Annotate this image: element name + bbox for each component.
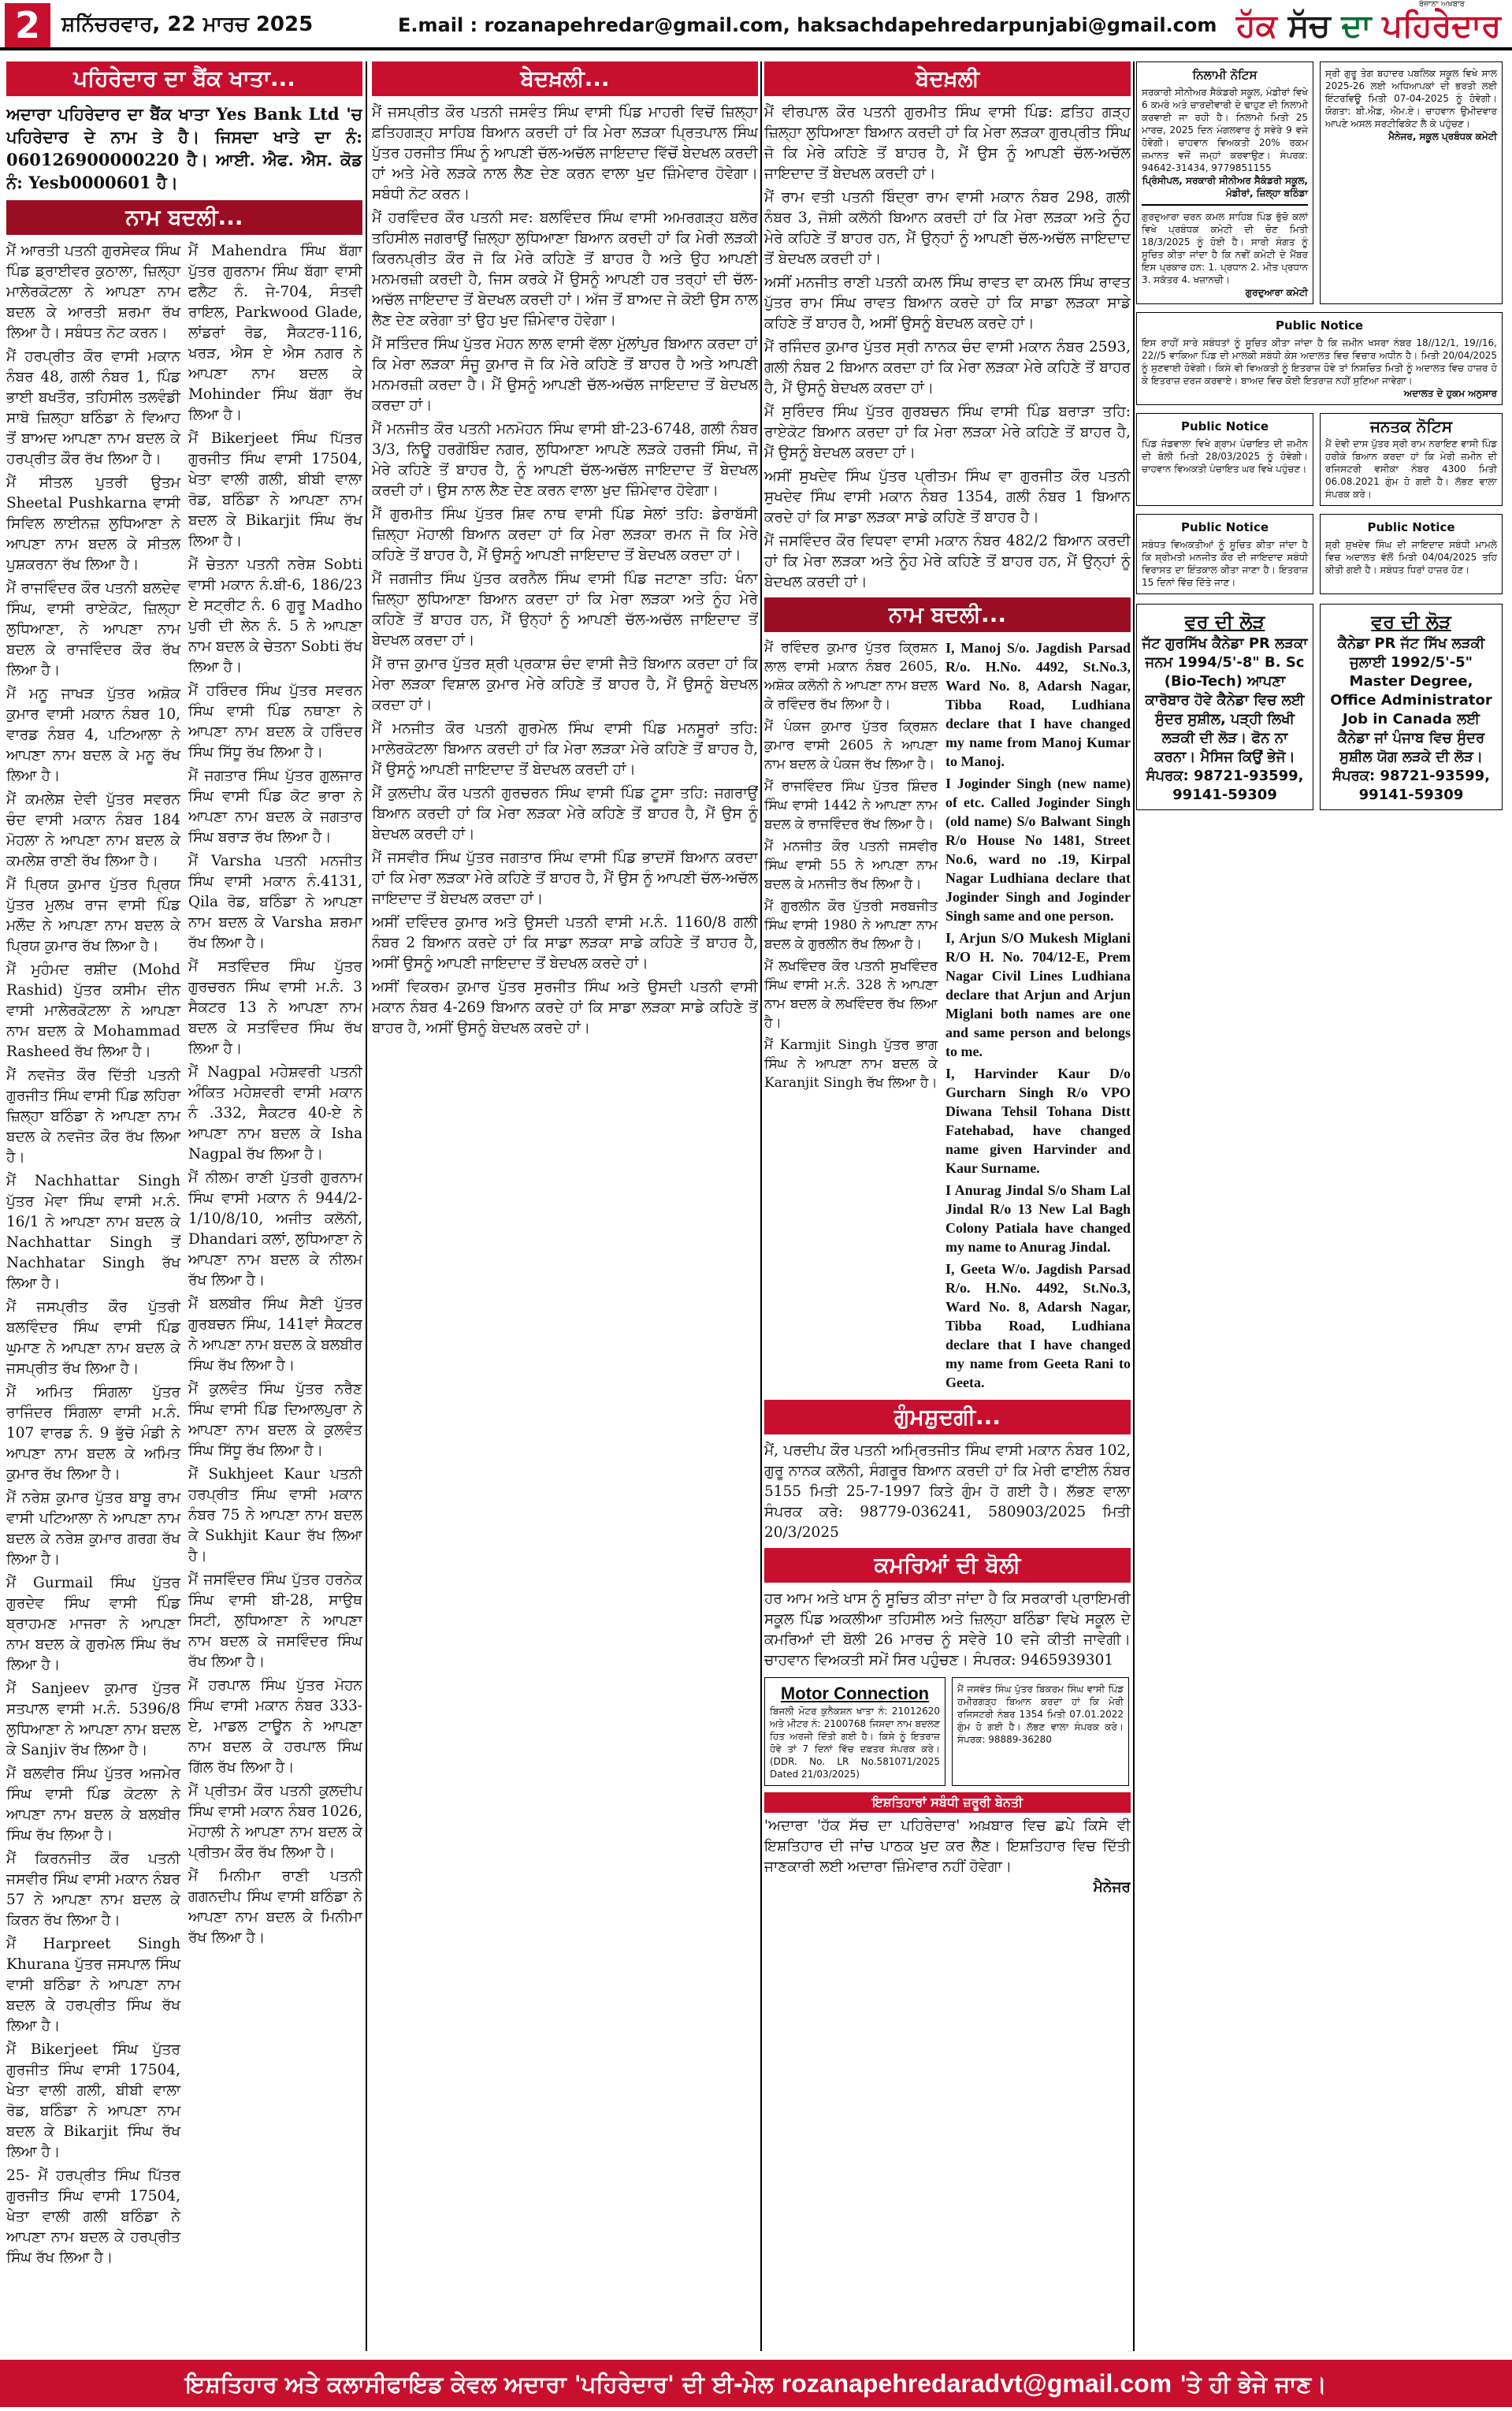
name-change-item: ਮੈਂ ਕਿਰਨਜੀਤ ਕੌਰ ਪਤਨੀ ਜਸਵੀਰ ਸਿੰਘ ਵਾਸੀ ਮਕਾਨ ਨੰਬਰ 57 ਨੇ ਆਪਣਾ ਨਾਮ ਬਦਲ ਕੇ ਕਿਰਨ ਰੱਖ ਲਿਆ ਹੈ। (6, 1851, 180, 1929)
missing-header: ਗੁੰਮਸ਼ੁਦਗੀ... (764, 1400, 1131, 1434)
public-notice-box (1136, 312, 1503, 405)
disownment-item: ਅਸੀਂ ਵਿਕਰਮ ਕੁਮਾਰ ਪੁੱਤਰ ਸੁਰਜੀਤ ਸਿੰਘ ਅਤੇ ਉਸਦੀ ਪਤਨੀ ਵਾਸੀ ਮਕਾਨ ਨੰਬਰ 4-269 ਬਿਆਨ ਕਰਦੇ ਹਾਂ ਕਿ ਸਾਡਾ ਲੜਕਾ ਸਾਡੇ ਕਹਿਣੇ ਤੋਂ ਬਾਹਰ ਹੈ, ਅਸੀਂ ਉਸਨੂੰ ਬੇਦਖਲ ਕਰਦੇ ਹਾਂ। (372, 979, 758, 1036)
auction-notice-title: ਨਿਲਾਮੀ ਨੋਟਿਸ (1192, 68, 1258, 82)
bank-account-text: ਅਦਾਰਾ ਪਹਿਰੇਦਾਰ ਦਾ ਬੈਂਕ ਖਾਤਾ Yes Bank Ltd 'ਚ ਪਹਿਰੇਦਾਰ ਦੇ ਨਾਮ ਤੇ ਹੈ। ਜਿਸਦਾ ਖਾਤੇ ਦਾ ਨੰ: 060126900000220 ਹੈ। ਆਈ. ਐਫ. ਐਸ. ਕੋਡ ਨੰ: Yesb0000601 ਹੈ। (6, 104, 362, 192)
name-change-item: ਮੈਂ Nagpal ਮਹੇਸ਼ਵਰੀ ਪਤਨੀ ਅੰਕਿਤ ਮਹੇਸ਼ਵਰੀ ਵਾਸੀ ਮਕਾਨ ਨੰ .332, ਸੈਕਟਰ 40-ਏ ਨੇ ਆਪਣਾ ਨਾਮ ਬਦਲ ਕੇ Isha Nagpal ਰੱਖ ਲਿਆ ਹੈ। (188, 1064, 362, 1163)
name-change-item: ਮੈਂ ਜਸਵਿੰਦਰ ਸਿੰਘ ਪੁੱਤਰ ਹਰਨੇਕ ਸਿੰਘ ਵਾਸੀ ਬੀ-28, ਸਾਉਥ ਸਿਟੀ, ਲੁਧਿਆਣਾ ਨੇ ਆਪਣਾ ਨਾਮ ਬਦਲ ਕੇ ਜਸਵਿੰਦਰ ਸਿੰਘ ਰੱਖ ਲਿਆ ਹੈ। (188, 1572, 362, 1670)
public-notice-3-title: Public Notice (1180, 520, 1269, 534)
gurdwara-notice-sign: ਗੁਰਦੁਆਰਾ ਕਮੇਟੀ (1245, 287, 1308, 298)
recruitment-notice-sign: ਮੈਨੇਜਰ, ਸਕੂਲ ਪ੍ਰਬੰਧਕ ਕਮੇਟੀ (1388, 131, 1497, 142)
name-change-item: ਮੈਂ ਮਨੂ ਜਾਖੜ ਪੁੱਤਰ ਅਸ਼ੋਕ ਕੁਮਾਰ ਵਾਸੀ ਮਕਾਨ ਨੰਬਰ 10, ਵਾਰਡ ਨੰਬਰ 4, ਪਟਿਆਲਾ ਨੇ ਆਪਣਾ ਨਾਮ ਬਦਲ ਕੇ ਮਨੂ ਰੱਖ ਲਿਆ ਹੈ। (6, 686, 180, 784)
name-change-list-english (945, 638, 1131, 1395)
column-4 (1136, 61, 1503, 2351)
name-change-item: ਮੈਂ ਆਰਤੀ ਪਤਨੀ ਗੁਰਸੇਵਕ ਸਿੰਘ ਪਿੰਡ ਡ੍ਰਾਈਵਰ ਕੁਠਾਲਾ, ਜ਼ਿਲ੍ਹਾ ਮਾਲੇਰਕੋਟਲਾ ਨੇ ਆਪਣਾ ਨਾਮ ਬਦਲ ਕੇ ਆਰਤੀ ਸ਼ਰਮਾ ਰੱਖ ਲਿਆ ਹੈ। ਸਬੰਧਤ ਨੋਟ ਕਰਨ। (6, 243, 180, 341)
footer-banner (0, 2360, 1512, 2407)
matrimonial-right-phone: ਸੰਪਰਕ: 98721-93599, 99141-59309 (1332, 768, 1491, 803)
column-divider (366, 61, 367, 2351)
missing-notice: ਮੈਂ, ਪਰਦੀਪ ਕੌਰ ਪਤਨੀ ਅਮ੍ਰਿਤਜੀਤ ਸਿੰਘ ਵਾਸੀ ਮਕਾਨ ਨੰਬਰ 102, ਗੁਰੂ ਨਾਨਕ ਕਲੋਨੀ, ਸੰਗਰੂਰ ਬਿਆਨ ਕਰਦੀ ਹਾਂ ਕਿ ਮੇਰੀ ਫਾਈਲ ਨੰਬਰ 5155 ਮਿਤੀ 25-7-1997 ਕਿਤੇ ਗੁੰਮ ਹੋ ਗਈ ਹੈ। ਲੱਭਣ ਵਾਲਾ ਸੰਪਰਕ ਕਰੇ: 98779-036241, 580903/2025 ਮਿਤੀ 20/3/2025 (764, 1442, 1131, 1541)
name-change-item: ਮੈਂ Mahendra ਸਿੰਘ ਬੱਗਾ ਪੁੱਤਰ ਗੁਰਨਾਮ ਸਿੰਘ ਬੱਗਾ ਵਾਸੀ ਫਲੈਟ ਨੰ. ਜੇ-704, ਸੰਤਵੀ ਰਾਇਲ, Parkwood Glade, ਲਾਂਡਰਾਂ ਰੋਡ, ਸੈਕਟਰ-116, ਖਰੜ, ਐਸ ਏ ਐਸ ਨਗਰ ਨੇ ਆਪਣਾ ਨਾਮ ਬਦਲ ਕੇ Mohinder ਸਿੰਘ ਬੱਗਾ ਰੱਖ ਲਿਆ ਹੈ। (188, 243, 362, 423)
jantak-notice-title: ਜਨਤਕ ਨੋਟਿਸ (1369, 417, 1453, 436)
public-notice-2-title: Public Notice (1180, 419, 1269, 433)
motor-connection-text: ਬਿਜਲੀ ਮੋਟਰ ਕੁਨੈਕਸ਼ਨ ਖਾਤਾ ਨੰ: 21012620 ਅਤੇ ਮੀਟਰ ਨੰ: 2100768 ਜਿਸਦਾ ਨਾਮ ਬਦਲਣ ਹਿਤ ਅਰਜੀ ਦਿੱਤੀ ਗਈ ਹੈ। ਕਿਸੇ ਨੂੰ ਇਤਰਾਜ਼ ਹੋਵੇ ਤਾਂ 7 ਦਿਨਾਂ ਵਿੱਚ ਦਫ਼ਤਰ ਸੰਪਰਕ ਕਰੇ। (DDR. No. LR No.581071/2025 Dated 21/03/2025) (770, 1706, 940, 1780)
ad-disclaimer-signoff: ਮੈਨੇਜਰ (1093, 1879, 1131, 1896)
column-divider (760, 61, 762, 2351)
name-change-item-english: I, Arjun S/O Mukesh Miglani R/O H. No. 704/12-E, Prem Nagar Civil Lines Ludhiana declare that Arjun and Arjun Miglani both names are one and same person and belongs to me. (945, 930, 1131, 1059)
name-change-item: ਮੈਂ ਮਨਜੀਤ ਕੌਰ ਪਤਨੀ ਜਸਵੀਰ ਸਿੰਘ ਵਾਸੀ 55 ਨੇ ਆਪਣਾ ਨਾਮ ਬਦਲ ਕੇ ਮਨਜੀਤ ਰੱਖ ਲਿਆ ਹੈ। (764, 839, 938, 892)
disownment-list-2 (764, 102, 1131, 593)
name-change-item: ਮੈਂ ਬਲਵੀਰ ਸਿੰਘ ਪੁੱਤਰ ਅਜਮੇਰ ਸਿੰਘ ਵਾਸੀ ਪਿੰਡ ਕੋਟਲਾ ਨੇ ਆਪਣਾ ਨਾਮ ਬਦਲ ਕੇ ਬਲਬੀਰ ਸਿੰਘ ਰੱਖ ਲਿਆ ਹੈ। (6, 1765, 180, 1844)
name-change-item: ਮੈਂ Karmjit Singh ਪੁੱਤਰ ਭਾਗ ਸਿੰਘ ਨੇ ਆਪਣਾ ਨਾਮ ਬਦਲ ਕੇ Karanjit Singh ਰੱਖ ਲਿਆ ਹੈ। (764, 1037, 938, 1091)
disownment-item: ਅਸੀਂ ਦਵਿੰਦਰ ਕੁਮਾਰ ਅਤੇ ਉਸਦੀ ਪਤਨੀ ਵਾਸੀ ਮ.ਨੰ. 1160/8 ਗਲੀ ਨੰਬਰ 2 ਬਿਆਨ ਕਰਦੇ ਹਾਂ ਕਿ ਸਾਡਾ ਲੜਕਾ ਸਾਡੇ ਕਹਿਣੇ ਤੋਂ ਬਾਹਰ ਹੈ, ਅਸੀਂ ਉਸਨੂੰ ਆਪਣੀ ਜਾਇਦਾਦ ਤੋਂ ਬੇਦਖਲ ਕਰਦੇ ਹਾਂ। (372, 914, 758, 972)
auction-notice-sign: ਪ੍ਰਿੰਸੀਪਲ, ਸਰਕਾਰੀ ਸੀਨੀਅਰ ਸੈਕੰਡਰੀ ਸਕੂਲ, ਮੰਡੀਰਾਂ, ਜ਼ਿਲ੍ਹਾ ਬਠਿੰਡਾ (1142, 175, 1308, 199)
name-change-item: ਮੈਂ Bikerjeet ਸਿੰਘ ਪੁੱਤਰ ਗੁਰਜੀਤ ਸਿੰਘ ਵਾਸੀ 17504, ਖੇਤਾ ਵਾਲੀ ਗਲੀ, ਬੀਬੀ ਵਾਲਾ ਰੋਡ, ਬਠਿੰਡਾ ਨੇ ਆਪਣਾ ਨਾਮ ਬਦਲ ਕੇ Bikarjit ਸਿੰਘ ਰੱਖ ਲਿਆ ਹੈ। (6, 2041, 180, 2160)
name-change-item: ਮੈਂ ਅਮਿਤ ਸਿੰਗਲਾ ਪੁੱਤਰ ਰਾਜਿੰਦਰ ਸਿੰਗਲਾ ਵਾਸੀ ਮ.ਨੰ. 107 ਵਾਰਡ ਨੰ. 9 ਭੁੱਚੋ ਮੰਡੀ ਨੇ ਆਪਣਾ ਨਾਮ ਬਦਲ ਕੇ ਅਮਿਤ ਕੁਮਾਰ ਰੱਖ ਲਿਆ ਹੈ। (6, 1384, 180, 1483)
disownment-item: ਮੈਂ ਗੁਰਮੀਤ ਸਿੰਘ ਪੁੱਤਰ ਸ਼ਿਵ ਨਾਥ ਵਾਸੀ ਪਿੰਡ ਸੇਲਾਂ ਤਹਿ: ਡੇਰਾਬੱਸੀ ਜ਼ਿਲ੍ਹਾ ਮੋਹਾਲੀ ਬਿਆਨ ਕਰਦਾ ਹਾਂ ਕਿ ਮੇਰਾ ਲੜਕਾ ਰਮਨ ਜੋ ਕਿ ਮੇਰੇ ਕਹਿਣੇ ਤੋਂ ਬਾਹਰ ਹੈ, ਮੈਂ ਉਸਨੂੰ ਆਪਣੀ ਜਾਇਦਾਦ ਤੋਂ ਬੇਦਖਲ ਕਰਦਾ ਹਾਂ। (372, 506, 758, 564)
public-notice-2-box (1136, 413, 1313, 506)
name-change-item: ਮੈਂ ਚੇਤਨਾ ਪਤਨੀ ਨਰੇਸ਼ Sobti ਵਾਸੀ ਮਕਾਨ ਨੰ.ਬੀ-6, 186/23 ਏ ਸਟ੍ਰੀਟ ਨੰ. 6 ਗੁਰੂ Madho ਪੁਰੀ ਦੀ ਲੇਨ ਨੰ. 5 ਨੇ ਆਪਣਾ ਨਾਮ ਬਦਲ ਕੇ ਚੇਤਨਾ Sobti ਰੱਖ ਲਿਆ ਹੈ। (188, 556, 362, 675)
name-change-item: ਮੈਂ Varsha ਪਤਨੀ ਮਨਜੀਤ ਸਿੰਘ ਵਾਸੀ ਮਕਾਨ ਨੰ.4131, Qila ਰੋਡ, ਬਠਿੰਡਾ ਨੇ ਆਪਣਾ ਨਾਮ ਬਦਲ ਕੇ Varsha ਸ਼ਰਮਾ ਰੱਖ ਲਿਆ ਹੈ। (188, 853, 362, 951)
name-change-list-left (6, 241, 180, 2271)
name-change-item-english: I, Manoj S/o. Jagdish Parsad R/o. H.No. 4492, St.No.3, Ward No. 8, Adarsh Nagar, Tibba Road, Ludhiana declare that I have changed my name from Manoj Kumar to Manoj. (945, 640, 1131, 769)
name-change-item: ਮੈਂ ਜਸਪ੍ਰੀਤ ਕੌਰ ਪੁੱਤਰੀ ਬਲਵਿੰਦਰ ਸਿੰਘ ਵਾਸੀ ਪਿੰਡ ਘੁਮਾਣ ਨੇ ਆਪਣਾ ਨਾਮ ਬਦਲ ਕੇ ਜਸਪ੍ਰੀਤ ਰੱਖ ਲਿਆ ਹੈ। (6, 1299, 180, 1377)
name-change-item: ਮੈਂ Harpreet Singh Khurana ਪੁੱਤਰ ਜਸਪਾਲ ਸਿੰਘ ਵਾਸੀ ਬਠਿੰਡਾ ਨੇ ਆਪਣਾ ਨਾਮ ਬਦਲ ਕੇ ਹਰਪ੍ਰੀਤ ਸਿੰਘ ਰੱਖ ਲਿਆ ਹੈ। (6, 1936, 180, 2034)
name-change-header: ਨਾਮ ਬਦਲੀ... (6, 200, 362, 235)
column-3 (764, 61, 1131, 2351)
public-notice-text: ਇਸ ਰਾਹੀਂ ਸਾਰੇ ਸਬੰਧਤਾਂ ਨੂੰ ਸੂਚਿਤ ਕੀਤਾ ਜਾਂਦਾ ਹੈ ਕਿ ਜ਼ਮੀਨ ਖਸਰਾ ਨੰਬਰ 18//12/1, 19//16, 22//5 ਵਾਕਿਆ ਪਿੰਡ ਦੀ ਮਾਲਕੀ ਸਬੰਧੀ ਕੇਸ ਅਦਾਲਤ ਵਿਚ ਵਿਚਾਰ ਅਧੀਨ ਹੈ। ਮਿਤੀ 20/04/2025 ਨੂੰ ਸੁਣਵਾਈ ਹੋਵੇਗੀ। ਕਿਸੇ ਵੀ ਵਿਅਕਤੀ ਨੂੰ ਇਤਰਾਜ਼ ਹੋਵੇ ਤਾਂ ਨਿਸ਼ਚਿਤ ਮਿਤੀ ਨੂੰ ਅਦਾਲਤ ਵਿਚ ਹਾਜ਼ਰ ਹੋ ਕੇ ਇਤਰਾਜ਼ ਦਰਜ ਕਰਵਾਏ। ਬਾਅਦ ਵਿਚ ਕੋਈ ਇਤਰਾਜ਼ ਨਹੀਂ ਸੁਣਿਆ ਜਾਵੇਗਾ। (1142, 337, 1497, 386)
name-change-item: ਮੈਂ ਕਮਲੇਸ਼ ਦੇਵੀ ਪੁੱਤਰ ਸਵਰਨ ਚੰਦ ਵਾਸੀ ਮਕਾਨ ਨੰਬਰ 184 ਮੋਹਲਾ ਨੇ ਆਪਣਾ ਨਾਮ ਬਦਲ ਕੇ ਕਮਲੇਸ਼ ਰਾਣੀ ਰੱਖ ਲਿਆ ਹੈ। (6, 791, 180, 869)
name-change-item: ਮੈਂ ਮੁਹੰਮਦ ਰਸ਼ੀਦ (Mohd Rashid) ਪੁੱਤਰ ਕਸੀਮ ਦੀਨ ਵਾਸੀ ਮਾਲੇਰਕੋਟਲਾ ਨੇ ਆਪਣਾ ਨਾਮ ਬਦਲ ਕੇ Mohammad Rasheed ਰੱਖ ਲਿਆ ਹੈ। (6, 962, 180, 1060)
matrimonial-ad-right (1320, 604, 1503, 810)
disownment-item: ਮੈਂ ਰਾਮ ਵਤੀ ਪਤਨੀ ਬਿੰਦ੍ਰਾ ਰਾਮ ਵਾਸੀ ਮਕਾਨ ਨੰਬਰ 298, ਗਲੀ ਨੰਬਰ 3, ਜੋਸ਼ੀ ਕਲੋਨੀ ਬਿਆਨ ਕਰਦੀ ਹਾਂ ਕਿ ਮੇਰਾ ਲੜਕਾ ਅਤੇ ਨੂੰਹ ਮੇਰੇ ਕਹਿਣੇ ਤੋਂ ਬਾਹਰ ਹਨ, ਮੈਂ ਉਨ੍ਹਾਂ ਨੂੰ ਆਪਣੀ ਚੱਲ-ਅਚੱਲ ਜਾਇਦਾਦ ਤੋਂ ਬੇਦਖਲ ਕਰਦੀ ਹਾਂ। (764, 189, 1131, 267)
name-change-item: ਮੈਂ ਗੁਰਲੀਨ ਕੌਰ ਪੁੱਤਰੀ ਸਰਬਜੀਤ ਸਿੰਘ ਵਾਸੀ 1980 ਨੇ ਆਪਣਾ ਨਾਮ ਬਦਲ ਕੇ ਗੁਰਲੀਨ ਰੱਖ ਲਿਆ ਹੈ। (764, 899, 938, 952)
name-change-item: ਮੈਂ ਸੀਤਲ ਪੁਤਰੀ ਉਤਮ Sheetal Pushkarna ਵਾਸੀ ਸਿਵਿਲ ਲਾਈਨਜ਼ ਲੁਧਿਆਣਾ ਨੇ ਆਪਣਾ ਨਾਮ ਬਦਲ ਕੇ ਸੀਤਲ ਪੁਸ਼ਕਰਨਾ ਰੱਖ ਲਿਆ ਹੈ। (6, 474, 180, 573)
name-change-item: ਮੈਂ ਪ੍ਰੀਤਮ ਕੌਰ ਪਤਨੀ ਕੁਲਦੀਪ ਸਿੰਘ ਵਾਸੀ ਮਕਾਨ ਨੰਬਰ 1026, ਮੋਹਾਲੀ ਨੇ ਆਪਣਾ ਨਾਮ ਬਦਲ ਕੇ ਪ੍ਰੀਤਮ ਕੌਰ ਰੱਖ ਲਿਆ ਹੈ। (188, 1783, 362, 1861)
name-change-item: ਮੈਂ ਨਵਜੋਤ ਕੌਰ ਦਿੱਤੀ ਪਤਨੀ ਗੁਰਜੀਤ ਸਿੰਘ ਵਾਸੀ ਪਿੰਡ ਲਹਿਰਾ ਜ਼ਿਲ੍ਹਾ ਬਠਿੰਡਾ ਨੇ ਆਪਣਾ ਨਾਮ ਬਦਲ ਕੇ ਨਵਜੋਤ ਕੌਰ ਰੱਖ ਲਿਆ ਹੈ। (6, 1067, 180, 1166)
name-change-item: ਮੈਂ ਨਰੇਸ਼ ਕੁਮਾਰ ਪੁੱਤਰ ਬਾਬੂ ਰਾਮ ਵਾਸੀ ਪਟਿਆਲਾ ਨੇ ਆਪਣਾ ਨਾਮ ਬਦਲ ਕੇ ਨਰੇਸ਼ ਕੁਮਾਰ ਗਰਗ ਰੱਖ ਲਿਆ ਹੈ। (6, 1490, 180, 1568)
name-change-item: ਮੈਂ ਰਾਜਵਿੰਦਰ ਸਿੰਘ ਪੁੱਤਰ ਸ਼ਿੰਦਰ ਸਿੰਘ ਵਾਸੀ 1442 ਨੇ ਆਪਣਾ ਨਾਮ ਬਦਲ ਕੇ ਰਾਜਵਿੰਦਰ ਰੱਖ ਲਿਆ ਹੈ। (764, 779, 938, 832)
disownment-item: ਮੈਂ ਮਨਜੀਤ ਕੌਰ ਪਤਨੀ ਮਨਮੋਹਨ ਸਿੰਘ ਵਾਸੀ ਬੀ-23-6748, ਗਲੀ ਨੰਬਰ 3/3, ਨਿਊ ਹਰਗੋਬਿੰਦ ਨਗਰ, ਲੁਧਿਆਣਾ ਆਪਣੇ ਲੜਕੇ ਹਰਜੀ ਸਿੰਘ, ਜੋ ਮੇਰੇ ਕਹਿਣੇ ਤੋਂ ਬਾਹਰ ਹੈ, ਨੂੰ ਆਪਣੀ ਚੱਲ-ਅਚੱਲ ਜਾਇਦਾਦ ਤੋਂ ਬੇਦਖਲ ਕਰਦੀ ਹਾਂ। ਉਸ ਨਾਲ ਲੈਣ ਦੇਣ ਕਰਨ ਵਾਲਾ ਖੁਦ ਜ਼ਿੰਮੇਵਾਰ ਹੋਵੇਗਾ। (372, 421, 758, 499)
disownment-item: ਮੈਂ ਵੀਰਪਾਲ ਕੌਰ ਪਤਨੀ ਗੁਰਮੀਤ ਸਿੰਘ ਵਾਸੀ ਪਿੰਡ: ਫ਼ਤਿਹ ਗੜ੍ਹ ਜ਼ਿਲ੍ਹਾ ਲੁਧਿਆਣਾ ਬਿਆਨ ਕਰਦੀ ਹਾਂ ਕਿ ਮੇਰਾ ਲੜਕਾ ਗੁਰਪ੍ਰੀਤ ਸਿੰਘ ਜੋ ਕਿ ਮੇਰੇ ਕਹਿਣੇ ਤੋਂ ਬਾਹਰ ਹੈ, ਮੈਂ ਉਸ ਨੂੰ ਆਪਣੀ ਚੱਲ-ਅਚੱਲ ਜਾਇਦਾਦ ਤੋਂ ਬੇਦਖਲ ਕਰਦੀ ਹਾਂ। (764, 104, 1131, 182)
name-change-item: ਮੈਂ ਰਵਿੰਦਰ ਕੁਮਾਰ ਪੁੱਤਰ ਕ੍ਰਿਸ਼ਨ ਲਾਲ ਵਾਸੀ ਮਕਾਨ ਨੰਬਰ 2605, ਅਸ਼ੋਕ ਕਲੋਨੀ ਨੇ ਆਪਣਾ ਨਾਮ ਬਦਲ ਕੇ ਰਵਿੰਦਰ ਰੱਖ ਲਿਆ ਹੈ। (764, 640, 938, 713)
jantak-notice-box (1320, 413, 1503, 506)
lost-registry-box: ਮੈਂ ਜਸਵੰਤ ਸਿੰਘ ਪੁੱਤਰ ਬਿਕਰਮ ਸਿੰਘ ਵਾਸੀ ਪਿੰਡ ਹਮੀਰਗੜ੍ਹ ਬਿਆਨ ਕਰਦਾ ਹਾਂ ਕਿ ਮੇਰੀ ਰਜਿਸਟਰੀ ਨੰਬਰ 1354 ਮਿਤੀ 07.01.2022 ਗੁੰਮ ਹੋ ਗਈ ਹੈ। ਲੱਭਣ ਵਾਲਾ ਸੰਪਰਕ ਕਰੇ। ਸੰਪਰਕ: 98889-36280 (952, 1677, 1129, 1786)
name-change-item: ਮੈਂ ਸਤਵਿੰਦਰ ਸਿੰਘ ਪੁੱਤਰ ਗੁਰਚਰਨ ਸਿੰਘ ਵਾਸੀ ਮ.ਨੰ. 3 ਸੈਕਟਰ 13 ਨੇ ਆਪਣਾ ਨਾਮ ਬਦਲ ਕੇ ਸਤਵਿੰਦਰ ਸਿੰਘ ਰੱਖ ਲਿਆ ਹੈ। (188, 958, 362, 1057)
name-change-item: ਮੈਂ ਪੰਕਜ ਕੁਮਾਰ ਪੁੱਤਰ ਕ੍ਰਿਸ਼ਨ ਕੁਮਾਰ ਵਾਸੀ 2605 ਨੇ ਆਪਣਾ ਨਾਮ ਬਦਲ ਕੇ ਪੰਕਜ ਰੱਖ ਲਿਆ ਹੈ। (764, 719, 938, 772)
jantak-notice-text: ਮੈਂ ਦੇਵੀ ਦਾਸ ਪੁੱਤਰ ਸ੍ਰੀ ਰਾਮ ਨਰਾਇਣ ਵਾਸੀ ਪਿੰਡ ਹਰੀਕੇ ਬਿਆਨ ਕਰਦਾ ਹਾਂ ਕਿ ਮੇਰੀ ਜ਼ਮੀਨ ਦੀ ਰਜਿਸਟਰੀ ਵਸੀਕਾ ਨੰਬਰ 4300 ਮਿਤੀ 06.08.2021 ਗੁੰਮ ਹੋ ਗਈ ਹੈ। ਲੱਭਣ ਵਾਲਾ ਸੰਪਰਕ ਕਰੇ। (1325, 438, 1497, 500)
name-change-item: ਮੈਂ ਨੀਲਮ ਰਾਣੀ ਪੁੱਤਰੀ ਗੁਰਨਾਮ ਸਿੰਘ ਵਾਸੀ ਮਕਾਨ ਨੰ 944/2-1/10/8/10, ਅਜੀਤ ਕਲੋਨੀ, Dhandari ਕਲਾਂ, ਲੁਧਿਆਣਾ ਨੇ ਆਪਣਾ ਨਾਮ ਬਦਲ ਕੇ ਨੀਲਮ ਰੱਖ ਲਿਆ ਹੈ। (188, 1170, 362, 1289)
auction-notice-box (1136, 61, 1313, 304)
ad-disclaimer-banner: ਇਸ਼ਤਿਹਾਰਾਂ ਸਬੰਧੀ ਜ਼ਰੂਰੀ ਬੇਨਤੀ (764, 1792, 1131, 1813)
public-notice-sign: ਅਦਾਲਤ ਦੇ ਹੁਕਮ ਅਨੁਸਾਰ (1403, 388, 1497, 399)
motor-connection-box (764, 1677, 945, 1786)
contact-email: E.mail : rozanapehredar@gmail.com, haksachdapehredarpunjabi@gmail.com (398, 14, 1217, 36)
public-notice-title: Public Notice (1275, 318, 1364, 333)
name-change-item: ਮੈਂ ਹਰਪਾਲ ਸਿੰਘ ਪੁੱਤਰ ਮੋਹਨ ਸਿੰਘ ਵਾਸੀ ਮਕਾਨ ਨੰਬਰ 333-ਏ, ਮਾਡਲ ਟਾਊਨ ਨੇ ਆਪਣਾ ਨਾਮ ਬਦਲ ਕੇ ਹਰਪਾਲ ਸਿੰਘ ਗਿੱਲ ਰੱਖ ਲਿਆ ਹੈ। (188, 1677, 362, 1776)
name-change-item: ਮੈਂ ਪ੍ਰਿਯ ਕੁਮਾਰ ਪੁੱਤਰ ਪ੍ਰਿਯ ਪੁੱਤਰ ਮੁਲਖ ਰਾਜ ਵਾਸੀ ਪਿੰਡ ਮਲੌਦ ਨੇ ਆਪਣਾ ਨਾਮ ਬਦਲ ਕੇ ਪ੍ਰਿਯ ਕੁਮਾਰ ਰੱਖ ਲਿਆ ਹੈ। (6, 876, 180, 954)
page-number: 2 (5, 3, 50, 47)
rooms-auction-text: ਹਰ ਆਮ ਅਤੇ ਖਾਸ ਨੂੰ ਸੂਚਿਤ ਕੀਤਾ ਜਾਂਦਾ ਹੈ ਕਿ ਸਰਕਾਰੀ ਪ੍ਰਾਇਮਰੀ ਸਕੂਲ ਪਿੰਡ ਅਕਲੀਆ ਤਹਿਸੀਲ ਅਤੇ ਜ਼ਿਲ੍ਹਾ ਬਠਿੰਡਾ ਵਿਖੇ ਸਕੂਲ ਦੇ ਕਮਰਿਆਂ ਦੀ ਬੋਲੀ 26 ਮਾਰਚ ਨੂੰ ਸਵੇਰੇ 10 ਵਜੇ ਕੀਤੀ ਜਾਵੇਗੀ। ਚਾਹਵਾਨ ਵਿਅਕਤੀ ਸਮੇਂ ਸਿਰ ਪਹੁੰਚਣ। ਸੰਪਰਕ: 9465939301 (764, 1591, 1131, 1669)
ad-disclaimer-text: 'ਅਦਾਰਾ 'ਹੱਕ ਸੱਚ ਦਾ ਪਹਿਰੇਦਾਰ' ਅਖ਼ਬਾਰ ਵਿਚ ਛਪੇ ਕਿਸੇ ਵੀ ਇਸ਼ਤਿਹਾਰ ਦੀ ਜਾਂਚ ਪਾਠਕ ਖੁਦ ਕਰ ਲੈਣ। ਇਸ਼ਤਿਹਾਰ ਵਿਚ ਦਿੱਤੀ ਜਾਣਕਾਰੀ ਲਈ ਅਦਾਰਾ ਜ਼ਿੰਮੇਵਾਰ ਨਹੀਂ ਹੋਵੇਗਾ। (764, 1818, 1131, 1875)
public-notice-4-box (1320, 514, 1503, 594)
disownment-item: ਅਸੀਂ ਮਨਜੀਤ ਰਾਣੀ ਪਤਨੀ ਕਮਲ ਸਿੰਘ ਰਾਵਤ ਵਾ ਕਮਲ ਸਿੰਘ ਰਾਵਤ ਪੁੱਤਰ ਰਾਮ ਸਿੰਘ ਰਾਵਤ ਬਿਆਨ ਕਰਦੇ ਹਾਂ ਕਿ ਸਾਡਾ ਲੜਕਾ ਸਾਡੇ ਕਹਿਣੇ ਤੋਂ ਬਾਹਰ ਹੈ, ਅਸੀਂ ਉਸਨੂੰ ਬੇਦਖਲ ਕਰਦੇ ਹਾਂ। (764, 274, 1131, 332)
disownment-item: ਮੈਂ ਜਸਵੀਰ ਸਿੰਘ ਪੁੱਤਰ ਜਗਤਾਰ ਸਿੰਘ ਵਾਸੀ ਪਿੰਡ ਭਾਦਸੋਂ ਬਿਆਨ ਕਰਦਾ ਹਾਂ ਕਿ ਮੇਰਾ ਲੜਕਾ ਮੇਰੇ ਕਹਿਣੇ ਤੋਂ ਬਾਹਰ ਹੈ, ਮੈਂ ਉਸ ਨੂੰ ਆਪਣੀ ਚੱਲ-ਅਚੱਲ ਜਾਇਦਾਦ ਤੋਂ ਬੇਦਖਲ ਕਰਦਾ ਹਾਂ। (372, 850, 758, 907)
name-change-item: ਮੈਂ Sanjeev ਕੁਮਾਰ ਪੁੱਤਰ ਸਤਪਾਲ ਵਾਸੀ ਮ.ਨੰ. 5396/8 ਲੁਧਿਆਣਾ ਨੇ ਆਪਣਾ ਨਾਮ ਬਦਲ ਕੇ Sanjiv ਰੱਖ ਲਿਆ ਹੈ। (6, 1680, 180, 1758)
public-notice-2-text: ਪਿੰਡ ਜੰਡਵਾਲਾ ਵਿਖੇ ਗ੍ਰਾਮ ਪੰਚਾਇਤ ਦੀ ਜ਼ਮੀਨ ਦੀ ਬੋਲੀ ਮਿਤੀ 28/03/2025 ਨੂੰ ਹੋਵੇਗੀ। ਚਾਹਵਾਨ ਵਿਅਕਤੀ ਪੰਚਾਇਤ ਘਰ ਵਿਖੇ ਪਹੁੰਚਣ। (1142, 438, 1308, 474)
name-change-item: ਮੈਂ ਹਰਿੰਦਰ ਸਿੰਘ ਪੁੱਤਰ ਸਵਰਨ ਸਿੰਘ ਵਾਸੀ ਪਿੰਡ ਨਥਾਣਾ ਨੇ ਆਪਣਾ ਨਾਮ ਬਦਲ ਕੇ ਹਰਿੰਦਰ ਸਿੰਘ ਸਿੱਧੂ ਰੱਖ ਲਿਆ ਹੈ। (188, 683, 362, 761)
name-change-item: 25- ਮੈਂ ਹਰਪ੍ਰੀਤ ਸਿੰਘ ਪਿੱਤਰ ਗੁਰਜੀਤ ਸਿੰਘ ਵਾਸੀ 17504, ਖੇਤਾ ਵਾਲੀ ਗਲੀ ਬਠਿੰਡਾ ਨੇ ਆਪਣਾ ਨਾਮ ਬਦਲ ਕੇ ਹਰਪ੍ਰੀਤ ਸਿੰਘ ਰੱਖ ਲਿਆ ਹੈ। (6, 2167, 180, 2266)
rooms-auction-header: ਕਮਰਿਆਂ ਦੀ ਬੋਲੀ (764, 1548, 1131, 1583)
column-1 (6, 61, 362, 2351)
matrimonial-ad-left (1136, 604, 1313, 810)
brand-tagline: ਰੋਜ਼ਾਨਾ ਅਖ਼ਬਾਰ (1418, 0, 1465, 9)
disownment-item: ਮੈਂ ਜਸਵਿੰਦਰ ਕੌਰ ਵਿਧਵਾ ਵਾਸੀ ਮਕਾਨ ਨੰਬਰ 482/2 ਬਿਆਨ ਕਰਦੀ ਹਾਂ ਕਿ ਮੇਰਾ ਲੜਕਾ ਅਤੇ ਨੂੰਹ ਮੇਰੇ ਕਹਿਣੇ ਤੋਂ ਬਾਹਰ ਹਨ, ਮੈਂ ਉਨ੍ਹਾਂ ਨੂੰ ਬੇਦਖਲ ਕਰਦੀ ਹਾਂ। (764, 533, 1131, 590)
matrimonial-right-title: ਵਰ ਦੀ ਲੋੜ (1371, 611, 1451, 633)
name-change-item: ਮੈਂ ਮਿਨੀਮਾ ਰਾਣੀ ਪਤਨੀ ਗਗਨਦੀਪ ਸਿੰਘ ਵਾਸੀ ਬਠਿੰਡਾ ਨੇ ਆਪਣਾ ਨਾਮ ਬਦਲ ਕੇ ਮਿਨੀਮਾ ਰੱਖ ਲਿਆ ਹੈ। (188, 1868, 362, 1946)
name-change-item: ਮੈਂ Sukhjeet Kaur ਪਤਨੀ ਹਰਪ੍ਰੀਤ ਸਿੰਘ ਵਾਸੀ ਮਕਾਨ ਨੰਬਰ 75 ਨੇ ਆਪਣਾ ਨਾਮ ਬਦਲ ਕੇ Sukhjit Kaur ਰੱਖ ਲਿਆ ਹੈ। (188, 1466, 362, 1565)
name-change-item-english: I Joginder Singh (new name) of etc. Called Joginder Singh (old name) S/o Balwant Singh R/o House No 1481, Street No.6, ward no .19, Kirpal Nagar Ludhiana declare that Joginder Singh and Joginder Singh same and one person. (945, 776, 1131, 924)
name-change-item: ਮੈਂ ਬਲਬੀਰ ਸਿੰਘ ਸੈਣੀ ਪੁੱਤਰ ਗੁਰਬਚਨ ਸਿੰਘ, 141ਵਾਂ ਸੈਕਟਰ ਨੇ ਆਪਣਾ ਨਾਮ ਬਦਲ ਕੇ ਬਲਬੀਰ ਸਿੰਘ ਰੱਖ ਲਿਆ ਹੈ। (188, 1296, 362, 1374)
footer-suffix: 'ਤੇ ਹੀ ਭੇਜੇ ਜਾਣ। (1180, 2371, 1327, 2398)
logo-word-3: ਦਾ (1341, 8, 1372, 44)
name-change-item: ਮੈਂ Nachhattar Singh ਪੁੱਤਰ ਮੇਵਾ ਸਿੰਘ ਵਾਸੀ ਮ.ਨੰ. 16/1 ਨੇ ਆਪਣਾ ਨਾਮ ਬਦਲ ਕੇ Nachhattar Singh ਤੋਂ Nachhatar Singh ਰੱਖ ਲਿਆ ਹੈ। (6, 1173, 180, 1292)
disownment-header: ਬੇਦਖ਼ਲੀ... (372, 61, 758, 96)
name-change-item: ਮੈਂ Bikerjeet ਸਿੰਘ ਪਿੱਤਰ ਗੁਰਜੀਤ ਸਿੰਘ ਵਾਸੀ 17504, ਖੇਤਾ ਵਾਲੀ ਗਲੀ, ਬੀਬੀ ਵਾਲਾ ਰੋਡ, ਬਠਿੰਡਾ ਨੇ ਆਪਣਾ ਨਾਮ ਬਦਲ ਕੇ Bikarjit ਸਿੰਘ ਰੱਖ ਲਿਆ ਹੈ। (188, 430, 362, 549)
name-change-item: ਮੈਂ ਕੁਲਵੰਤ ਸਿੰਘ ਪੁੱਤਰ ਨਰੈਣ ਸਿੰਘ ਵਾਸੀ ਪਿੰਡ ਦਿਆਲਪੁਰਾ ਨੇ ਆਪਣਾ ਨਾਮ ਬਦਲ ਕੇ ਕੁਲਵੰਤ ਸਿੰਘ ਸਿੱਧੂ ਰੱਖ ਲਿਆ ਹੈ। (188, 1381, 362, 1459)
public-notice-4-text: ਸ਼੍ਰੀ ਸੁਖਦੇਵ ਸਿੰਘ ਦੀ ਜਾਇਦਾਦ ਸਬੰਧੀ ਮਾਮਲੇ ਵਿਚ ਅਦਾਲਤ ਵੱਲੋਂ ਮਿਤੀ 04/04/2025 ਤਹਿ ਕੀਤੀ ਗਈ ਹੈ। ਸਬੰਧਤ ਧਿਰਾਂ ਹਾਜ਼ਰ ਹੋਣ। (1325, 539, 1497, 575)
name-change-header-2: ਨਾਮ ਬਦਲੀ... (764, 597, 1131, 632)
name-change-item: ਮੈਂ ਹਰਪ੍ਰੀਤ ਕੌਰ ਵਾਸੀ ਮਕਾਨ ਨੰਬਰ 48, ਗਲੀ ਨੰਬਰ 1, ਪਿੰਡ ਭਾਈ ਬਖਤੌਰ, ਤਹਿਸੀਲ ਤਲਵੰਡੀ ਸਾਬੋ ਜ਼ਿਲ੍ਹਾ ਬਠਿੰਡਾ ਨੇ ਵਿਆਹ ਤੋਂ ਬਾਅਦ ਆਪਣਾ ਨਾਮ ਬਦਲ ਕੇ ਹਰਪ੍ਰੀਤ ਕੌਰ ਰੱਖ ਲਿਆ ਹੈ। (6, 348, 180, 467)
issue-date: ਸ਼ਨਿੱਚਰਵਾਰ, 22 ਮਾਰਚ 2025 (61, 13, 314, 36)
matrimonial-left-phone: ਸੰਪਰਕ: 98721-93599, 99141-59309 (1146, 768, 1304, 803)
name-change-item: ਮੈਂ ਲਖਵਿੰਦਰ ਕੌਰ ਪਤਨੀ ਸੁਖਵਿੰਦਰ ਸਿੰਘ ਵਾਸੀ ਮ.ਨੰ. 328 ਨੇ ਆਪਣਾ ਨਾਮ ਬਦਲ ਕੇ ਲਖਵਿੰਦਰ ਰੱਖ ਲਿਆ ਹੈ। (764, 958, 938, 1031)
bank-account-header: ਪਹਿਰੇਦਾਰ ਦਾ ਬੈਂਕ ਖਾਤਾ... (6, 61, 362, 96)
disownment-item: ਮੈਂ ਰਜਿੰਦਰ ਕੁਮਾਰ ਪੁੱਤਰ ਸ੍ਰੀ ਨਾਨਕ ਚੰਦ ਵਾਸੀ ਮਕਾਨ ਨੰਬਰ 2593, ਗਲੀ ਨੰਬਰ 2 ਬਿਆਨ ਕਰਦਾ ਹਾਂ ਕਿ ਮੇਰਾ ਲੜਕਾ ਮੇਰੇ ਕਹਿਣੇ ਤੋਂ ਬਾਹਰ ਹੈ, ਮੈਂ ਉਸਨੂੰ ਬੇਦਖਲ ਕਰਦਾ ਹਾਂ। (764, 339, 1131, 396)
disownment-list (372, 102, 758, 1039)
footer-text: ਇਸ਼ਤਿਹਾਰ ਅਤੇ ਕਲਾਸੀਫਾਇਡ ਕੇਵਲ ਅਦਾਰਾ 'ਪਹਿਰੇਦਾਰ' ਦੀ ਈ-ਮੇਲ (185, 2371, 774, 2398)
disownment-item: ਅਸੀਂ ਸੁਖਦੇਵ ਸਿੰਘ ਪੁੱਤਰ ਪ੍ਰੀਤਮ ਸਿੰਘ ਵਾ ਗੁਰਜੀਤ ਕੌਰ ਪਤਨੀ ਸੁਖਦੇਵ ਸਿੰਘ ਵਾਸੀ ਮਕਾਨ ਨੰਬਰ 1354, ਗਲੀ ਨੰਬਰ 1 ਬਿਆਨ ਕਰਦੇ ਹਾਂ ਕਿ ਸਾਡਾ ਲੜਕਾ ਸਾਡੇ ਕਹਿਣੇ ਤੋਂ ਬਾਹਰ ਹੈ। (764, 468, 1131, 526)
disownment-item: ਮੈਂ ਜਗਜੀਤ ਸਿੰਘ ਪੁੱਤਰ ਕਰਨੈਲ ਸਿੰਘ ਵਾਸੀ ਪਿੰਡ ਜਟਾਣਾ ਤਹਿ: ਖੰਨਾ ਜ਼ਿਲ੍ਹਾ ਲੁਧਿਆਣਾ ਬਿਆਨ ਕਰਦਾ ਹਾਂ ਕਿ ਮੇਰਾ ਲੜਕਾ ਅਤੇ ਨੂੰਹ ਮੇਰੇ ਕਹਿਣੇ ਤੋਂ ਬਾਹਰ ਹਨ, ਮੈਂ ਉਨ੍ਹਾਂ ਨੂੰ ਆਪਣੀ ਚੱਲ-ਅਚੱਲ ਜਾਇਦਾਦ ਤੋਂ ਬੇਦਖਲ ਕਰਦਾ ਹਾਂ। (372, 571, 758, 649)
logo-word-4: ਪਹਿਰੇਦਾਰ (1382, 8, 1501, 44)
name-change-item-english: I, Harvinder Kaur D/o Gurcharn Singh R/o VPO Diwana Tehsil Tohana Distt Fatehabad, have changed name given Harvinder and Kaur Surname. (945, 1066, 1131, 1176)
gurdwara-notice-text: ਗੁਰਦੁਆਰਾ ਚਰਨ ਕਮਲ ਸਾਹਿਬ ਪਿੰਡ ਭੁੱਚੋ ਕਲਾਂ ਵਿਖੇ ਪ੍ਰਬੰਧਕ ਕਮੇਟੀ ਦੀ ਚੋਣ ਮਿਤੀ 18/3/2025 ਨੂੰ ਹੋਈ ਹੈ। ਸਾਰੀ ਸੰਗਤ ਨੂੰ ਸੂਚਿਤ ਕੀਤਾ ਜਾਂਦਾ ਹੈ ਕਿ ਨਵੀਂ ਕਮੇਟੀ ਦੇ ਮੈਂਬਰ ਇਸ ਪ੍ਰਕਾਰ ਹਨ: 1. ਪ੍ਰਧਾਨ 2. ਮੀਤ ਪ੍ਰਧਾਨ 3. ਸਕੱਤਰ 4. ਖਜ਼ਾਨਚੀ। (1142, 204, 1308, 286)
disownment-item: ਮੈਂ ਜਸਪ੍ਰੀਤ ਕੌਰ ਪਤਨੀ ਜਸਵੰਤ ਸਿੰਘ ਵਾਸੀ ਪਿੰਡ ਮਾਹਰੀ ਵਿਚੋਂ ਜ਼ਿਲ੍ਹਾ ਫ਼ਤਿਹਗੜ੍ਹ ਸਾਹਿਬ ਬਿਆਨ ਕਰਦੀ ਹਾਂ ਕਿ ਮੇਰਾ ਲੜਕਾ ਪ੍ਰਿਤਪਾਲ ਸਿੰਘ ਪੁੱਤਰ ਹਰਜੀਤ ਸਿੰਘ ਨੂੰ ਆਪਣੀ ਚੱਲ-ਅਚੱਲ ਜਾਇਦਾਦ ਵਿੱਚੋਂ ਬੇਦਖਲ ਕਰਦੀ ਹਾਂ ਅਤੇ ਮੇਰੇ ਲੜਕੇ ਨਾਲ ਲੈਣ ਦੇਣ ਕਰਨ ਵਾਲਾ ਖੁਦ ਜ਼ਿੰਮੇਵਾਰ ਹੋਵੇਗਾ। ਸਬੰਧੀ ਨੋਟ ਕਰਨ। (372, 104, 758, 203)
column-2 (372, 61, 758, 2351)
masthead (0, 0, 1512, 50)
matrimonial-left-text: ਜੱਟ ਗੁਰਸਿੱਖ ਕੈਨੇਡਾ PR ਲੜਕਾ ਜਨਮ 1994/5'-8" B. Sc (Bio-Tech) ਆਪਣਾ ਕਾਰੋਬਾਰ ਹੋਵੇ ਕੈਨੇਡਾ ਵਿਚ ਲਈ ਸੁੰਦਰ ਸੁਸ਼ੀਲ, ਪੜ੍ਹੀ ਲਿਖੀ ਲੜਕੀ ਦੀ ਲੋੜ। ਫੋਨ ਨਾ ਕਰਨਾ। ਮੈਸਿਜ ਕਿਉਂ ਭੇਜੋ। (1142, 635, 1308, 765)
newspaper-logo (1236, 5, 1501, 47)
matrimonial-left-title: ਵਰ ਦੀ ਲੋੜ (1184, 611, 1265, 633)
disownment-item: ਮੈਂ ਕੁਲਦੀਪ ਕੌਰ ਪਤਨੀ ਗੁਰਚਰਨ ਸਿੰਘ ਵਾਸੀ ਪਿੰਡ ਟੂਸਾ ਤਹਿ: ਜਗਰਾਉਂ ਬਿਆਨ ਕਰਦੀ ਹਾਂ ਕਿ ਮੇਰਾ ਲੜਕਾ ਮੇਰੇ ਕਹਿਣੇ ਤੋਂ ਬਾਹਰ ਹੈ, ਮੈਂ ਉਸ ਨੂੰ ਬੇਦਖਲ ਕਰਦੀ ਹਾਂ। (372, 785, 758, 843)
name-change-item-english: I, Geeta W/o. Jagdish Parsad R/o. H.No. 4492, St.No.3, Ward No. 8, Adarsh Nagar, Tibba Road, Ludhiana declare that I have changed my name from Geeta Rani to Geeta. (945, 1261, 1131, 1390)
public-notice-3-box (1136, 514, 1313, 594)
name-change-list-punjabi (764, 638, 938, 1395)
matrimonial-right-text: ਕੈਨੇਡਾ PR ਜੱਟ ਸਿੱਖ ਲੜਕੀ ਜੁਲਾਈ 1992/5'-5" Master Degree, Office Administrator Job in Canada ਲਈ ਕੈਨੇਡਾ ਜਾਂ ਪੰਜਾਬ ਵਿਚ ਸੁੰਦਰ ਸੁਸ਼ੀਲ ਯੋਗ ਲੜਕੇ ਦੀ ਲੋੜ। (1330, 635, 1492, 765)
motor-connection-title: Motor Connection (780, 1684, 930, 1703)
disownment-header-2: ਬੇਦਖ਼ਲੀ (764, 61, 1131, 96)
name-change-item: ਮੈਂ ਜਗਤਾਰ ਸਿੰਘ ਪੁੱਤਰ ਗੁਲਜਾਰ ਸਿੰਘ ਵਾਸੀ ਪਿੰਡ ਕੋਟ ਭਾਰਾ ਨੇ ਆਪਣਾ ਨਾਮ ਬਦਲ ਕੇ ਜਗਤਾਰ ਸਿੰਘ ਬਰਾੜ ਰੱਖ ਲਿਆ ਹੈ। (188, 768, 362, 846)
auction-notice-text: ਸਰਕਾਰੀ ਸੀਨੀਅਰ ਸੈਕੰਡਰੀ ਸਕੂਲ, ਮੰਡੀਰਾਂ ਵਿਖੇ 6 ਕਮਰੇ ਅਤੇ ਚਾਰਦੀਵਾਰੀ ਦੇ ਢਾਹੁਣ ਦੀ ਨਿਲਾਮੀ ਕਰਵਾਈ ਜਾ ਰਹੀ ਹੈ। ਨਿਲਾਮੀ ਮਿਤੀ 25 ਮਾਰਚ, 2025 ਦਿਨ ਮੰਗਲਵਾਰ ਨੂੰ ਸਵੇਰੇ 9 ਵਜੇ ਹੋਵੇਗੀ। ਚਾਹਵਾਨ ਵਿਅਕਤੀ 20% ਰਕਮ ਜ਼ਮਾਨਤ ਵਜੋਂ ਜਮ੍ਹਾਂ ਕਰਵਾਉਣ। ਸੰਪਰਕ: 94642-31434, 9779851155 (1142, 87, 1308, 173)
public-notice-4-title: Public Notice (1367, 520, 1455, 534)
column-divider (1133, 61, 1135, 2351)
public-notice-3-text: ਸਬੰਧਤ ਵਿਅਕਤੀਆਂ ਨੂੰ ਸੂਚਿਤ ਕੀਤਾ ਜਾਂਦਾ ਹੈ ਕਿ ਸ਼੍ਰੀਮਤੀ ਮਨਜੀਤ ਕੌਰ ਦੀ ਜਾਇਦਾਦ ਸਬੰਧੀ ਵਿਰਾਸਤ ਦਾ ਇੰਤਕਾਲ ਕੀਤਾ ਜਾਣਾ ਹੈ। ਇਤਰਾਜ਼ 15 ਦਿਨਾਂ ਵਿੱਚ ਦਿੱਤੇ ਜਾਣ। (1142, 539, 1308, 588)
disownment-item: ਮੈਂ ਸਤਿੰਦਰ ਸਿੰਘ ਪੁੱਤਰ ਮੋਹਨ ਲਾਲ ਵਾਸੀ ਵੱਲਾ ਮੁੱਲਾਂਪੁਰ ਬਿਆਨ ਕਰਦਾ ਹਾਂ ਕਿ ਮੇਰਾ ਲੜਕਾ ਸੰਜੂ ਕੁਮਾਰ ਜੋ ਕਿ ਮੇਰੇ ਕਹਿਣੇ ਤੋਂ ਬਾਹਰ ਹੈ ਅਤੇ ਆਪਣੀ ਮਨਮਰਜ਼ੀ ਕਰਦਾ ਹੈ। ਮੈਂ ਉਸਨੂੰ ਆਪਣੀ ਚੱਲ-ਅਚੱਲ ਜਾਇਦਾਦ ਤੋਂ ਬੇਦਖਲ ਕਰਦਾ ਹਾਂ। (372, 336, 758, 414)
name-change-list-right (188, 241, 362, 2271)
footer-email[interactable]: rozanapehredaradvt@gmail.com (781, 2369, 1172, 2398)
name-change-item: ਮੈਂ Gurmail ਸਿੰਘ ਪੁੱਤਰ ਗੁਰਦੇਵ ਸਿੰਘ ਵਾਸੀ ਪਿੰਡ ਬ੍ਰਾਹਮਣ ਮਾਜਰਾ ਨੇ ਆਪਣਾ ਨਾਮ ਬਦਲ ਕੇ ਗੁਰਮੇਲ ਸਿੰਘ ਰੱਖ ਲਿਆ ਹੈ। (6, 1575, 180, 1673)
recruitment-notice-box (1320, 61, 1503, 304)
disownment-item: ਮੈਂ ਸੁਰਿੰਦਰ ਸਿੰਘ ਪੁੱਤਰ ਗੁਰਬਚਨ ਸਿੰਘ ਵਾਸੀ ਪਿੰਡ ਬਰਾੜਾ ਤਹਿ: ਰਾਏਕੋਟ ਬਿਆਨ ਕਰਦਾ ਹਾਂ ਕਿ ਮੇਰਾ ਲੜਕਾ ਮੇਰੇ ਕਹਿਣੇ ਤੋਂ ਬਾਹਰ ਹੈ, ਮੈਂ ਉਸਨੂੰ ਬੇਦਖਲ ਕਰਦਾ ਹਾਂ। (764, 404, 1131, 461)
disownment-item: ਮੈਂ ਮਨਜੀਤ ਕੌਰ ਪਤਨੀ ਗੁਰਮੇਲ ਸਿੰਘ ਵਾਸੀ ਪਿੰਡ ਮਨਸੂਰਾਂ ਤਹਿ: ਮਾਲੇਰਕੋਟਲਾ ਬਿਆਨ ਕਰਦੀ ਹਾਂ ਕਿ ਮੇਰਾ ਲੜਕਾ ਮੇਰੇ ਕਹਿਣੇ ਤੋਂ ਬਾਹਰ ਹੈ, ਮੈਂ ਉਸਨੂੰ ਆਪਣੀ ਜਾਇਦਾਦ ਤੋਂ ਬੇਦਖਲ ਕਰਦੀ ਹਾਂ। (372, 720, 758, 778)
name-change-item-english: I Anurag Jindal S/o Sham Lal Jindal R/o 13 New Lal Bagh Colony Patiala have changed my name to Anurag Jindal. (945, 1182, 1131, 1255)
logo-word-2: ਸੱਚ (1287, 8, 1331, 44)
recruitment-notice-text: ਸ੍ਰੀ ਗੁਰੂ ਤੇਗ ਬਹਾਦਰ ਪਬਲਿਕ ਸਕੂਲ ਵਿਖੇ ਸਾਲ 2025-26 ਲਈ ਅਧਿਆਪਕਾਂ ਦੀ ਭਰਤੀ ਲਈ ਇੰਟਰਵਿਊ ਮਿਤੀ 07-04-2025 ਨੂੰ ਹੋਵੇਗੀ। ਯੋਗਤਾ: ਬੀ.ਐਡ, ਐਮ.ਏ। ਚਾਹਵਾਨ ਉਮੀਦਵਾਰ ਆਪਣੇ ਅਸਲ ਸਰਟੀਫਿਕੇਟ ਲੈ ਕੇ ਪਹੁੰਚਣ। (1325, 68, 1497, 129)
disownment-item: ਮੈਂ ਹਰਵਿੰਦਰ ਕੌਰ ਪਤਨੀ ਸਵ: ਬਲਵਿੰਦਰ ਸਿੰਘ ਵਾਸੀ ਅਮਰਗੜ੍ਹ ਬਲੋਰ ਤਹਿਸੀਲ ਜਗਰਾਉਂ ਜ਼ਿਲ੍ਹਾ ਲੁਧਿਆਣਾ ਬਿਆਨ ਕਰਦੀ ਹਾਂ ਕਿ ਮੇਰੀ ਲੜਕੀ ਕਿਰਨਪ੍ਰੀਤ ਕੌਰ ਜੋ ਕਿ ਮੇਰੇ ਕਹਿਣੇ ਤੋਂ ਬਾਹਰ ਹੈ ਅਤੇ ਉਹ ਆਪਣੀ ਮਨਮਰਜ਼ੀ ਕਰਦੀ ਹੈ, ਜਿਸ ਕਰਕੇ ਮੈਂ ਉਸਨੂੰ ਆਪਣੀ ਹਰ ਤਰ੍ਹਾਂ ਦੀ ਚੱਲ-ਅਚੱਲ ਜਾਇਦਾਦ ਤੋਂ ਬੇਦਖਲ ਕਰਦੀ ਹਾਂ। ਅੱਜ ਤੋਂ ਬਾਅਦ ਜੇ ਕੋਈ ਉਸ ਨਾਲ ਲੈਣ ਦੇਣ ਕਰੇਗਾ ਤਾਂ ਉਹ ਖੁਦ ਜ਼ਿੰਮੇਵਾਰ ਹੋਵੇਗਾ। (372, 210, 758, 329)
logo-word-1: ਹੱਕ (1236, 8, 1277, 44)
name-change-item: ਮੈਂ ਰਾਜਵਿੰਦਰ ਕੌਰ ਪਤਨੀ ਬਲਦੇਵ ਸਿੰਘ, ਵਾਸੀ ਰਾਏਕੋਟ, ਜ਼ਿਲ੍ਹਾ ਲੁਧਿਆਣਾ, ਨੇ ਆਪਣਾ ਨਾਮ ਬਦਲ ਕੇ ਰਾਜਵਿੰਦਰ ਕੌਰ ਰੱਖ ਲਿਆ ਹੈ। (6, 580, 180, 679)
disownment-item: ਮੈਂ ਰਾਜ ਕੁਮਾਰ ਪੁੱਤਰ ਸ਼੍ਰੀ ਪ੍ਰਕਾਸ਼ ਚੰਦ ਵਾਸੀ ਜੈਤੋ ਬਿਆਨ ਕਰਦਾ ਹਾਂ ਕਿ ਮੇਰਾ ਲੜਕਾ ਵਿਸ਼ਾਲ ਕੁਮਾਰ ਮੇਰੇ ਕਹਿਣੇ ਤੋਂ ਬਾਹਰ ਹੈ, ਮੈਂ ਉਸਨੂੰ ਬੇਦਖਲ ਕਰਦਾ ਹਾਂ। (372, 656, 758, 713)
